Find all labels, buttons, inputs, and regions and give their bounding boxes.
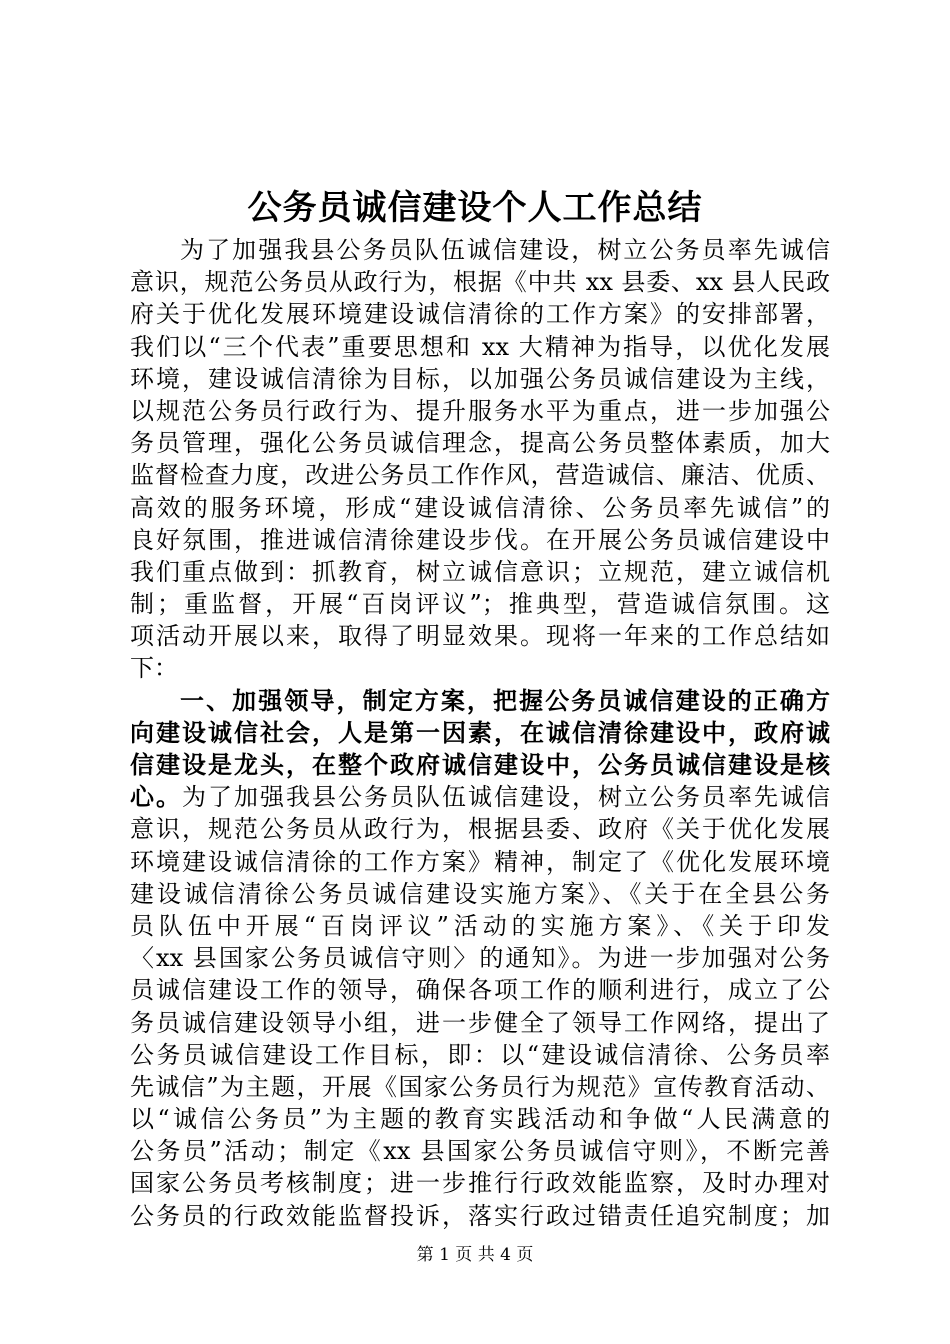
body-line: 务员管理，强化公务员诚信理念，提高公务员整体素质，加大 <box>130 429 830 458</box>
body-line: 员队伍中开展“百岗评议”活动的实施方案》、《关于印发 <box>130 911 830 940</box>
body-line: 以规范公务员行政行为、提升服务水平为重点，进一步加强公 <box>130 396 830 425</box>
body-line: 府关于优化发展环境建设诚信清徐的工作方案》的安排部署， <box>130 300 830 329</box>
body-line: 务员诚信建设领导小组，进一步健全了领导工作网络，提出了 <box>130 1008 830 1037</box>
section-heading-line: 向建设诚信社会，人是第一因素，在诚信清徐建设中，政府诚 <box>130 718 830 747</box>
body-line: 我们以“三个代表”重要思想和 xx 大精神为指导，以优化发展 <box>130 332 830 361</box>
body-line: 环境建设诚信清徐的工作方案》精神，制定了《优化发展环境 <box>130 847 830 876</box>
body-line: 员诚信建设工作的领导，确保各项工作的顺利进行，成立了公 <box>130 976 830 1005</box>
section-heading-line: 一、加强领导，制定方案，把握公务员诚信建设的正确方 <box>180 686 830 715</box>
body-line-text: 为了加强我县公务员队伍诚信建设，树立公务员率先诚信 <box>182 783 830 812</box>
body-line: 下： <box>130 654 178 683</box>
body-line: 我们重点做到：抓教育，树立诚信意识；立规范，建立诚信机 <box>130 557 830 586</box>
body-line: 以“诚信公务员”为主题的教育实践活动和争做“人民满意的 <box>130 1105 830 1134</box>
body-line: 制；重监督，开展“百岗评议”；推典型，营造诚信氛围。这 <box>130 590 830 619</box>
body-line: 公务员”活动；制定《xx 县国家公务员诚信守则》，不断完善 <box>130 1137 830 1166</box>
body-line: 良好氛围，推进诚信清徐建设步伐。在开展公务员诚信建设中 <box>130 525 830 554</box>
body-line <box>130 781 830 813</box>
page-footer: 第 1 页 共 4 页 <box>416 1245 534 1265</box>
section-heading-end: 心。 <box>130 783 182 812</box>
body-line: 公务员诚信建设工作目标，即：以“建设诚信清徐、公务员率 <box>130 1040 830 1069</box>
body-line: 先诚信”为主题，开展《国家公务员行为规范》宣传教育活动、 <box>130 1072 830 1101</box>
document-body <box>130 234 830 1232</box>
body-line: 〈xx 县国家公务员诚信守则〉的通知》。为进一步加强对公务 <box>130 944 830 973</box>
body-line: 为了加强我县公务员队伍诚信建设，树立公务员率先诚信 <box>180 236 830 264</box>
body-line: 建设诚信清徐公务员诚信建设实施方案》、《关于在全县公务 <box>130 879 830 908</box>
body-line: 环境，建设诚信清徐为目标，以加强公务员诚信建设为主线， <box>130 364 830 393</box>
body-line: 意识，规范公务员从政行为，根据《中共 xx 县委、xx 县人民政 <box>130 268 830 297</box>
section-heading-line: 信建设是龙头，在整个政府诚信建设中，公务员诚信建设是核 <box>130 751 830 779</box>
body-line: 国家公务员考核制度；进一步推行行政效能监察，及时办理对 <box>130 1169 830 1198</box>
body-line: 监督检查力度，改进公务员工作作风，营造诚信、廉洁、优质、 <box>130 461 830 490</box>
document-title: 公务员诚信建设个人工作总结 <box>247 188 703 228</box>
body-line: 公务员的行政效能监督投诉，落实行政过错责任追究制度；加 <box>130 1201 830 1230</box>
body-line: 项活动开展以来，取得了明显效果。现将一年来的工作总结如 <box>130 622 830 651</box>
body-line: 意识，规范公务员从政行为，根据县委、政府《关于优化发展 <box>130 815 830 844</box>
body-line: 高效的服务环境，形成“建设诚信清徐、公务员率先诚信”的 <box>130 493 830 522</box>
